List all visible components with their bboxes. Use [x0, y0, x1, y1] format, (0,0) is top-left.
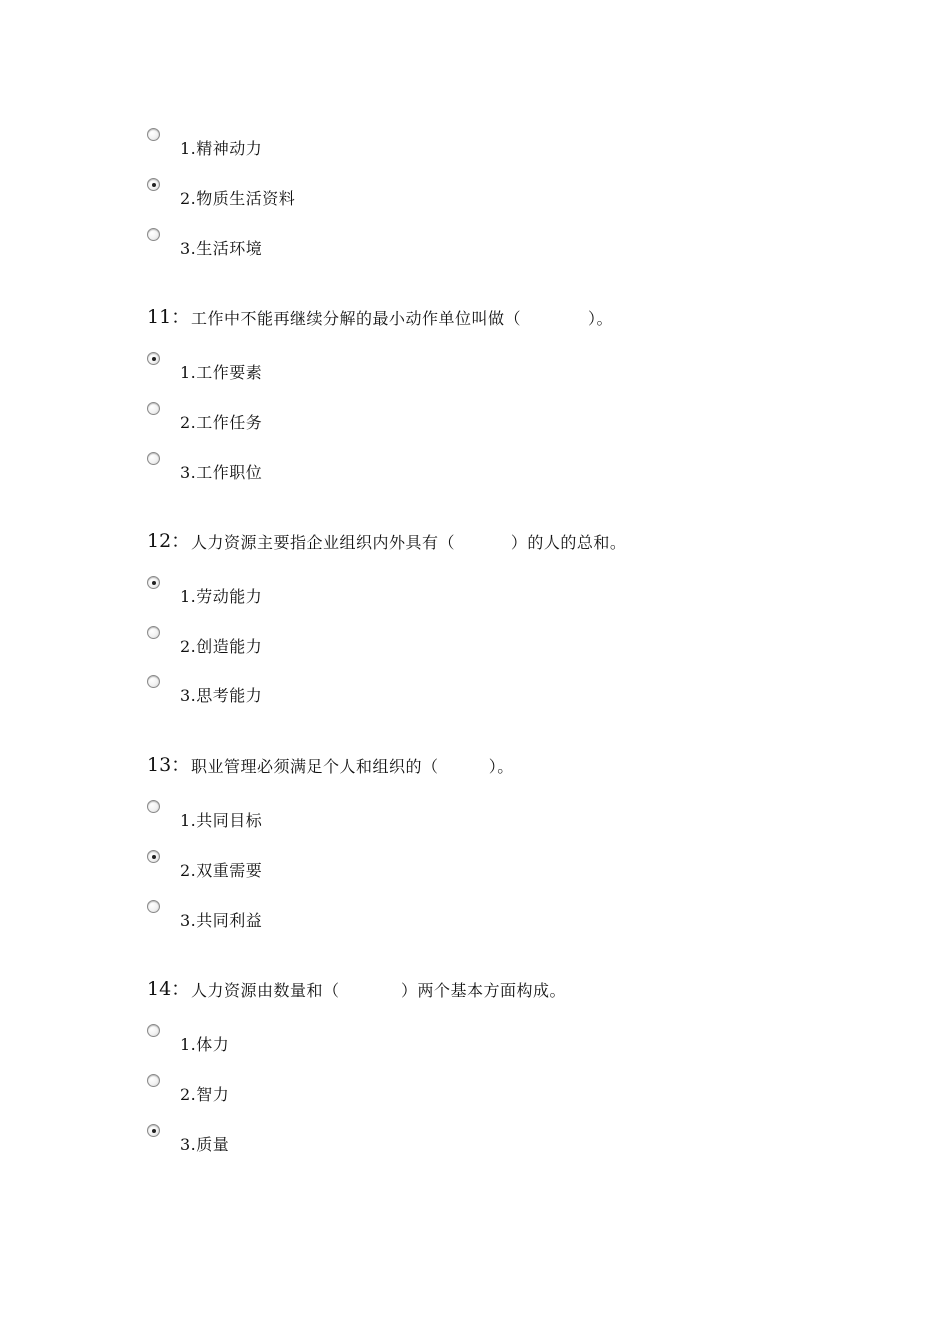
q10-option-3[interactable]	[147, 228, 547, 258]
option-label: 3.工作职位	[180, 463, 263, 482]
q13-option-1[interactable]	[147, 800, 547, 830]
question-number: 13：	[147, 754, 191, 776]
q13-option-3[interactable]	[147, 900, 547, 930]
radio-button[interactable]	[147, 452, 160, 465]
q14-option-2[interactable]	[147, 1074, 547, 1104]
q11-option-1[interactable]	[147, 352, 547, 382]
q12-option-2[interactable]	[147, 626, 547, 656]
option-label: 3.思考能力	[180, 686, 263, 705]
option-label: 1.精神动力	[180, 139, 263, 158]
option-label: 3.质量	[180, 1135, 230, 1154]
option-label: 2.物质生活资料	[180, 189, 296, 208]
question-number: 11：	[147, 306, 191, 328]
question-text: 人力资源主要指企业组织内外具有（ ）的人的总和。	[191, 533, 627, 552]
option-label: 3.生活环境	[180, 239, 263, 258]
radio-button[interactable]	[147, 1074, 160, 1087]
question-text: 职业管理必须满足个人和组织的（ ）。	[191, 757, 514, 776]
q10-option-1[interactable]	[147, 128, 547, 158]
q11-option-2[interactable]	[147, 402, 547, 432]
radio-button[interactable]	[147, 800, 160, 813]
question-11	[147, 302, 847, 332]
q14-option-3[interactable]	[147, 1124, 547, 1154]
option-label: 2.双重需要	[180, 861, 263, 880]
question-number: 14：	[147, 978, 191, 1000]
question-12	[147, 526, 847, 556]
radio-button[interactable]	[147, 1124, 160, 1137]
q14-option-1[interactable]	[147, 1024, 547, 1054]
question-text: 工作中不能再继续分解的最小动作单位叫做（ ）。	[191, 309, 614, 328]
radio-button[interactable]	[147, 402, 160, 415]
radio-button[interactable]	[147, 626, 160, 639]
radio-button[interactable]	[147, 1024, 160, 1037]
radio-button[interactable]	[147, 576, 160, 589]
option-label: 3.共同利益	[180, 911, 263, 930]
option-label: 1.工作要素	[180, 363, 263, 382]
option-label: 2.创造能力	[180, 637, 263, 656]
question-text: 人力资源由数量和（ ）两个基本方面构成。	[191, 981, 566, 1000]
radio-button[interactable]	[147, 228, 160, 241]
q12-option-1[interactable]	[147, 576, 547, 606]
option-label: 1.共同目标	[180, 811, 263, 830]
radio-button[interactable]	[147, 675, 160, 688]
q13-option-2[interactable]	[147, 850, 547, 880]
q10-option-2[interactable]	[147, 178, 547, 208]
q11-option-3[interactable]	[147, 452, 547, 482]
radio-button[interactable]	[147, 850, 160, 863]
radio-button[interactable]	[147, 900, 160, 913]
question-14	[147, 974, 847, 1004]
radio-button[interactable]	[147, 178, 160, 191]
option-label: 2.工作任务	[180, 413, 263, 432]
option-label: 1.劳动能力	[180, 587, 263, 606]
radio-button[interactable]	[147, 128, 160, 141]
question-13	[147, 750, 847, 780]
question-number: 12：	[147, 530, 191, 552]
option-label: 2.智力	[180, 1085, 230, 1104]
radio-button[interactable]	[147, 352, 160, 365]
option-label: 1.体力	[180, 1035, 230, 1054]
q12-option-3[interactable]	[147, 675, 547, 705]
